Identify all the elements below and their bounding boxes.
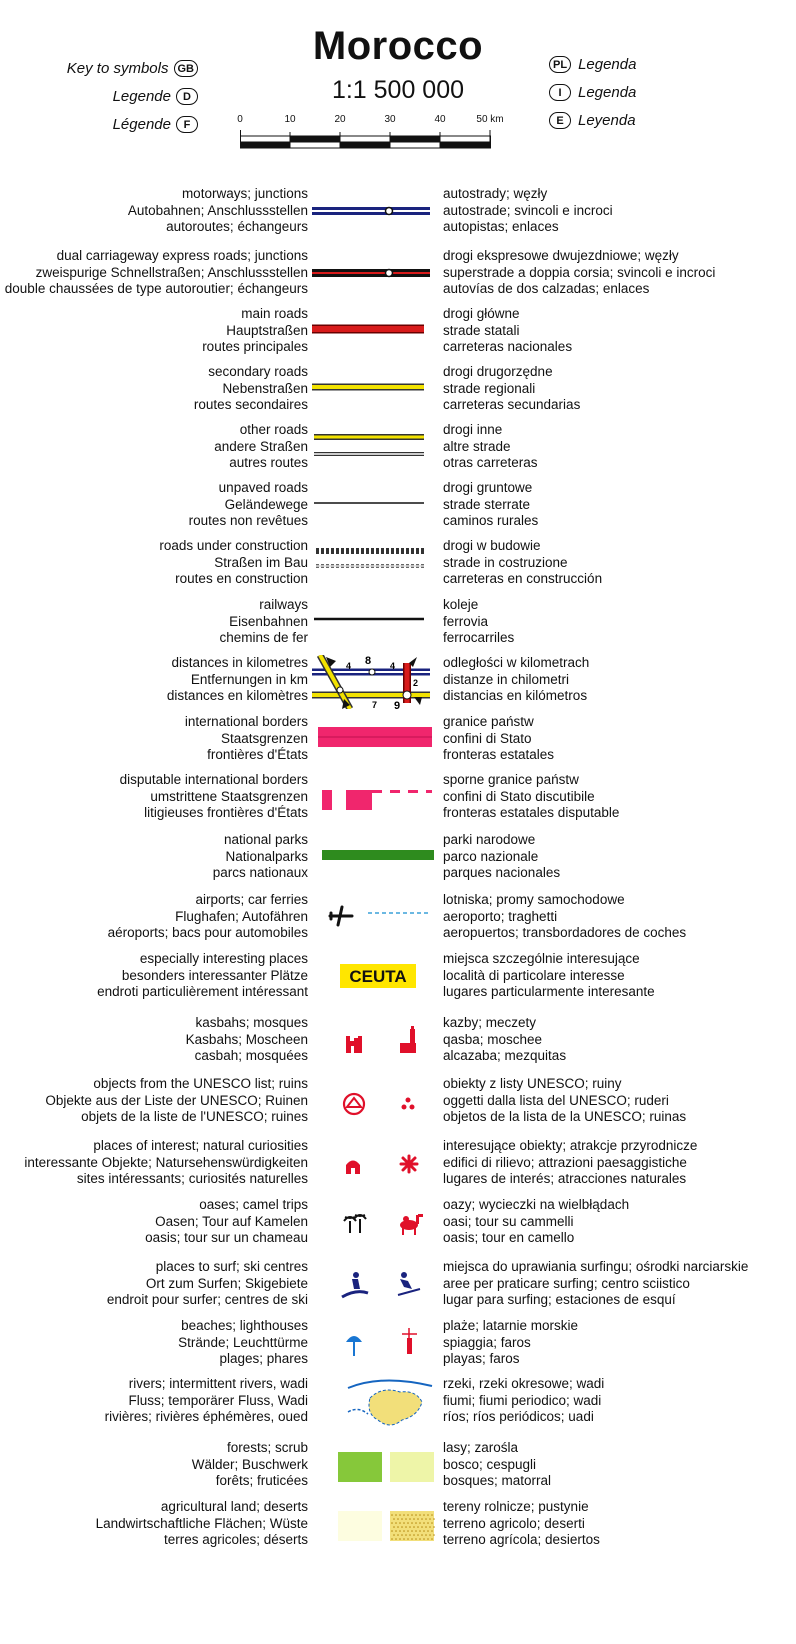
lake-shape bbox=[369, 1390, 422, 1425]
legend-text-left bbox=[202, 306, 308, 356]
legend-label: caminos rurales bbox=[443, 513, 539, 528]
key-i bbox=[549, 84, 636, 101]
legend-text-right bbox=[443, 186, 613, 236]
legend-label: distances en kilomètres bbox=[166, 688, 308, 703]
legend-label: plaże; latarnie morskie bbox=[443, 1318, 579, 1333]
scale-tick: 30 bbox=[384, 114, 396, 125]
legend-text-left bbox=[96, 1499, 308, 1549]
lang-badge-pl: PL bbox=[549, 56, 571, 73]
legend-text-left bbox=[120, 772, 308, 822]
legend-label: sites intéressants; curiosités naturelles bbox=[76, 1171, 308, 1186]
legend-label: Oasen; Tour auf Kamelen bbox=[155, 1213, 308, 1229]
legend-text-left bbox=[24, 1138, 308, 1188]
legend-text-left bbox=[97, 951, 308, 1001]
legend-label: other roads bbox=[239, 422, 308, 437]
legend-label: autoroutes; échangeurs bbox=[166, 219, 308, 234]
surf-icon bbox=[342, 1272, 368, 1297]
legend-label: international borders bbox=[184, 714, 308, 729]
legend-label: Entfernungen in km bbox=[190, 671, 308, 687]
legend-label: dual carriageway express roads; junctions bbox=[56, 248, 308, 263]
kasbah-icon bbox=[346, 1036, 362, 1053]
legend-label: parques nacionales bbox=[443, 865, 561, 880]
unesco-icon bbox=[344, 1094, 364, 1114]
legend-label: parcs nationaux bbox=[212, 865, 308, 880]
legend-text-right bbox=[443, 1499, 600, 1549]
ruins-icon bbox=[402, 1098, 415, 1110]
legend-symbol-other bbox=[312, 422, 440, 476]
legend-symbol-disputed bbox=[312, 772, 440, 826]
legend-label: drogi ekspresowe dwujezdniowe; węzły bbox=[443, 248, 679, 263]
legend-symbol-express bbox=[312, 248, 440, 302]
legend-label: endroit pour surfer; centres de ski bbox=[106, 1292, 308, 1307]
legend-text-right bbox=[443, 1440, 551, 1490]
legend-label: beaches; lighthouses bbox=[181, 1318, 308, 1333]
legend-label: Staatsgrenzen bbox=[220, 730, 308, 746]
legend-text-right bbox=[443, 655, 589, 705]
legend-label: interessante Objekte; Natursehenswürdigkeiten bbox=[24, 1154, 308, 1170]
legend-label: parco nazionale bbox=[443, 848, 539, 864]
legend-label: miejsca szczególnie interesujące bbox=[443, 951, 640, 966]
legend-text-left bbox=[107, 1259, 308, 1309]
legend-label: rivers; intermittent rivers, wadi bbox=[128, 1376, 308, 1391]
legend-label: terres agricoles; déserts bbox=[163, 1532, 308, 1547]
legend-label: Geländewege bbox=[224, 496, 308, 512]
ceuta-sample-label: CEUTA bbox=[349, 967, 407, 986]
legend-label: carreteras nacionales bbox=[443, 339, 573, 354]
legend-label: routes en construction bbox=[175, 571, 308, 586]
lang-badge-f: F bbox=[176, 116, 198, 133]
key-f bbox=[113, 116, 198, 133]
scale-bar-graphic bbox=[240, 128, 530, 158]
legend-label: oasis; tour en camello bbox=[443, 1230, 575, 1245]
legend-label: fiumi; fiumi periodico; wadi bbox=[443, 1392, 602, 1408]
legend-text-right bbox=[443, 951, 655, 1001]
legend-label: plages; phares bbox=[219, 1351, 308, 1366]
legend-label: lugares de interés; atracciones naturales bbox=[443, 1171, 687, 1186]
distance-label: 8 bbox=[365, 655, 372, 667]
scale-tick: 40 bbox=[434, 114, 446, 125]
scale-tick: 20 bbox=[334, 114, 346, 125]
key-pl bbox=[549, 56, 636, 73]
key-d-label: Legende bbox=[112, 88, 171, 105]
distance-label: 4 bbox=[346, 661, 352, 671]
legend-label: Eisenbahnen bbox=[229, 613, 308, 629]
legend-symbol-forest bbox=[312, 1440, 440, 1494]
legend-label: Autobahnen; Anschlussstellen bbox=[127, 202, 308, 218]
legend-label: tereny rolnicze; pustynie bbox=[443, 1499, 589, 1514]
mosque-icon bbox=[400, 1026, 416, 1053]
legend-label: routes principales bbox=[202, 339, 308, 354]
legend-symbol-interest bbox=[312, 1138, 440, 1192]
legend-label: ríos; ríos periódicos; uadi bbox=[443, 1409, 594, 1424]
legend-label: obiekty z listy UNESCO; ruiny bbox=[443, 1076, 622, 1091]
legend-label: places to surf; ski centres bbox=[155, 1259, 308, 1274]
legend-label: Objekte aus der Liste der UNESCO; Ruinen bbox=[45, 1092, 308, 1108]
legend-label: endroti particulièrement intéressant bbox=[97, 984, 308, 999]
legend-label: umstrittene Staatsgrenzen bbox=[150, 788, 308, 804]
legend-text-right bbox=[443, 892, 686, 942]
scale-tick: 50 km bbox=[476, 114, 504, 125]
forest-swatch bbox=[338, 1452, 382, 1482]
legend-label: routes secondaires bbox=[193, 397, 308, 412]
key-e bbox=[549, 112, 636, 129]
legend-label: autostrade; svincoli e incroci bbox=[443, 202, 613, 218]
legend-label: oases; camel trips bbox=[199, 1197, 308, 1212]
scale-tick: 10 bbox=[284, 114, 296, 125]
legend-label: agricultural land; deserts bbox=[160, 1499, 308, 1514]
key-f-label: Légende bbox=[112, 116, 171, 133]
key-i-label: Legenda bbox=[578, 84, 637, 101]
legend-label: zweispurige Schnellstraßen; Anschlussstellen bbox=[35, 264, 308, 280]
legend-label: autopistas; enlaces bbox=[443, 219, 559, 234]
legend-label: aéroports; bacs pour automobiles bbox=[107, 925, 308, 940]
legend-label: località di particolare interesse bbox=[443, 967, 625, 983]
legend-label: ferrovia bbox=[443, 613, 489, 629]
legend-label: drogi w budowie bbox=[443, 538, 541, 553]
legend-label: places of interest; natural curiosities bbox=[93, 1138, 308, 1153]
lang-badge-e: E bbox=[549, 112, 571, 129]
airplane-icon bbox=[330, 907, 352, 925]
legend-label: main roads bbox=[241, 306, 308, 321]
key-d bbox=[113, 88, 198, 105]
distance-label: 7 bbox=[372, 700, 378, 709]
legend-label: strade statali bbox=[443, 322, 520, 338]
legend-label: drogi inne bbox=[443, 422, 503, 437]
legend-label: parki narodowe bbox=[443, 832, 536, 847]
legend-symbol-distances bbox=[312, 655, 440, 709]
legend-label: frontières d'États bbox=[207, 747, 308, 762]
legend-text-right bbox=[443, 538, 602, 588]
place-of-interest-icon bbox=[346, 1161, 360, 1175]
legend-text-left bbox=[108, 892, 308, 942]
agricultural-swatch bbox=[338, 1511, 382, 1541]
legend-symbol-park bbox=[312, 832, 440, 886]
legend-text-left bbox=[219, 597, 308, 647]
legend-text-right bbox=[443, 1259, 748, 1309]
legend-label: autres routes bbox=[229, 455, 308, 470]
legend-label: sporne granice państw bbox=[443, 772, 579, 787]
legend-symbol-airport bbox=[312, 892, 440, 946]
legend-text-left bbox=[159, 538, 308, 588]
legend-label: besonders interessanter Plätze bbox=[121, 967, 308, 983]
legend-symbol-motorway bbox=[312, 186, 440, 240]
legend-label: litigieuses frontières d'États bbox=[144, 805, 308, 820]
legend-label: granice państw bbox=[443, 714, 534, 729]
legend-label: distances in kilometres bbox=[171, 655, 308, 670]
legend-label: oggetti dalla lista del UNESCO; ruderi bbox=[443, 1092, 669, 1108]
legend-label: alcazaba; mezquitas bbox=[443, 1048, 567, 1063]
legend-label: chemins de fer bbox=[219, 630, 308, 645]
legend-label: lotniska; promy samochodowe bbox=[443, 892, 625, 907]
legend-label: Ort zum Surfen; Skigebiete bbox=[145, 1275, 308, 1291]
legend-symbol-unesco bbox=[312, 1076, 440, 1130]
beach-umbrella-icon bbox=[346, 1336, 362, 1356]
legend-label: distanze in chilometri bbox=[443, 671, 570, 687]
legend-label: Kasbahs; Moscheen bbox=[185, 1031, 308, 1047]
legend-label: drogi drugorzędne bbox=[443, 364, 553, 379]
legend-label: Straßen im Bau bbox=[214, 554, 308, 570]
river-line bbox=[348, 1380, 432, 1388]
legend-text-left bbox=[185, 714, 308, 764]
distance-label: 9 bbox=[394, 700, 401, 709]
legend-label: edifici di rilievo; attrazioni paesaggistiche bbox=[443, 1154, 687, 1170]
legend-label: routes non revêtues bbox=[188, 513, 308, 528]
legend-text-left bbox=[194, 364, 308, 414]
legend-symbol-desert bbox=[312, 1499, 440, 1553]
legend-label: spiaggia; faros bbox=[443, 1334, 531, 1350]
legend-text-left bbox=[213, 832, 308, 882]
distance-label: 4 bbox=[390, 661, 396, 671]
legend-label: railways bbox=[259, 597, 308, 612]
legend-label: objetos de la lista de la UNESCO; ruinas bbox=[443, 1109, 687, 1124]
legend-label: motorways; junctions bbox=[181, 186, 308, 201]
legend-text-right bbox=[443, 1376, 604, 1426]
legend-text-left bbox=[178, 1318, 308, 1368]
legend-text-left bbox=[214, 422, 308, 472]
legend-label: unpaved roads bbox=[218, 480, 308, 495]
legend-text-left bbox=[128, 186, 308, 236]
legend-label: carreteras secundarias bbox=[443, 397, 581, 412]
legend-label: roads under construction bbox=[159, 538, 308, 553]
legend-label: disputable international borders bbox=[119, 772, 308, 787]
distance-label: 2 bbox=[413, 678, 419, 688]
legend-symbol-secondary bbox=[312, 364, 440, 418]
legend-text-right bbox=[443, 1076, 686, 1126]
legend-label: bosques; matorral bbox=[443, 1473, 552, 1488]
legend-label: autostrady; węzły bbox=[443, 186, 548, 201]
legend-text-left bbox=[167, 655, 308, 705]
legend-label: aeroporto; traghetti bbox=[443, 908, 558, 924]
legend-label: objects from the UNESCO list; ruins bbox=[93, 1076, 308, 1091]
lang-badge-d: D bbox=[176, 88, 198, 105]
page-title: Morocco bbox=[312, 24, 484, 68]
legend-symbol-oasis bbox=[312, 1197, 440, 1251]
legend-label: secondary roads bbox=[208, 364, 308, 379]
key-gb-label: Key to symbols bbox=[66, 60, 169, 77]
legend-label: Wälder; Buschwerk bbox=[191, 1456, 308, 1472]
key-pl-label: Legenda bbox=[578, 56, 637, 73]
legend-label: fronteras estatales bbox=[443, 747, 555, 762]
legend-symbol-main bbox=[312, 306, 440, 360]
wadi-line bbox=[348, 1409, 368, 1414]
legend-symbol-surf bbox=[312, 1259, 440, 1313]
legend-label: lasy; zarośla bbox=[443, 1440, 519, 1455]
legend-text-right bbox=[443, 772, 619, 822]
legend-label: confini di Stato bbox=[443, 730, 532, 746]
legend-label: odległości w kilometrach bbox=[443, 655, 590, 670]
legend-label: playas; faros bbox=[443, 1351, 520, 1366]
legend-text-left bbox=[186, 1015, 308, 1065]
legend-text-left bbox=[105, 1376, 308, 1426]
legend-label: bosco; cespugli bbox=[443, 1456, 537, 1472]
legend-label: otras carreteras bbox=[443, 455, 538, 470]
legend-text-right bbox=[443, 1318, 578, 1368]
legend-label: drogi gruntowe bbox=[443, 480, 533, 495]
legend-label: Hauptstraßen bbox=[226, 322, 308, 338]
key-gb bbox=[67, 60, 198, 77]
legend-label: national parks bbox=[223, 832, 308, 847]
legend-label: Fluss; temporärer Fluss, Wadi bbox=[128, 1392, 308, 1408]
legend-label: kazby; meczety bbox=[443, 1015, 537, 1030]
lang-badge-gb: GB bbox=[174, 60, 199, 77]
legend-label: ferrocarriles bbox=[443, 630, 515, 645]
legend-text-right bbox=[443, 597, 514, 647]
legend-label: objets de la liste de l'UNESCO; ruines bbox=[81, 1109, 308, 1124]
legend-label: superstrade a doppia corsia; svincoli e incroci bbox=[443, 264, 716, 280]
legend-text-right bbox=[443, 1015, 566, 1065]
legend-label: double chaussées de type autoroutier; échangeurs bbox=[4, 281, 308, 296]
legend-label: koleje bbox=[443, 597, 479, 612]
legend-label: kasbahs; mosques bbox=[195, 1015, 308, 1030]
legend-label: fronteras estatales disputable bbox=[443, 805, 620, 820]
key-e-label: Leyenda bbox=[578, 112, 636, 129]
legend-label: interesujące obiekty; atrakcje przyrodnicze bbox=[443, 1138, 698, 1153]
legend-text-left bbox=[192, 1440, 308, 1490]
scale-bar bbox=[237, 114, 530, 154]
legend-label: altre strade bbox=[443, 438, 511, 454]
legend-symbol-beach bbox=[312, 1318, 440, 1372]
legend-text-right bbox=[443, 714, 554, 764]
legend-label: rzeki, rzeki okresowe; wadi bbox=[443, 1376, 605, 1391]
legend-label: oazy; wycieczki na wielbłądach bbox=[443, 1197, 630, 1212]
legend-label: forêts; fruticées bbox=[215, 1473, 308, 1488]
legend-label: lugar para surfing; estaciones de esquí bbox=[443, 1292, 676, 1307]
oasis-icon bbox=[344, 1215, 366, 1233]
legend-label: airports; car ferries bbox=[195, 892, 308, 907]
legend-label: miejsca do uprawiania surfingu; ośrodki narciarskie bbox=[443, 1259, 749, 1274]
lang-badge-i: I bbox=[549, 84, 571, 101]
legend-label: drogi główne bbox=[443, 306, 520, 321]
legend-label: confini di Stato discutibile bbox=[443, 788, 595, 804]
legend-text-left bbox=[189, 480, 308, 530]
legend-text-left bbox=[45, 1076, 308, 1126]
legend-text-right bbox=[443, 480, 538, 530]
legend-label: Flughafen; Autofähren bbox=[175, 908, 308, 924]
legend-text-left bbox=[5, 248, 308, 298]
natural-curiosity-icon bbox=[401, 1156, 417, 1172]
legend-text-right bbox=[443, 832, 560, 882]
camel-icon bbox=[400, 1214, 423, 1235]
legend-text-right bbox=[443, 1138, 697, 1188]
legend-symbol-railway bbox=[312, 597, 440, 651]
legend-symbol-construction bbox=[312, 538, 440, 592]
legend-label: Nebenstraßen bbox=[222, 380, 308, 396]
legend-symbol-kasbah bbox=[312, 1015, 440, 1069]
legend-label: Landwirtschaftliche Flächen; Wüste bbox=[95, 1515, 308, 1531]
legend-symbol-ceuta bbox=[312, 951, 440, 1005]
legend-label: forests; scrub bbox=[226, 1440, 308, 1455]
legend-text-right bbox=[443, 1197, 629, 1247]
legend-symbol-border bbox=[312, 714, 440, 768]
legend-label: autovías de dos calzadas; enlaces bbox=[443, 281, 650, 296]
legend-text-right bbox=[443, 422, 538, 472]
legend-label: qasba; moschee bbox=[443, 1031, 543, 1047]
legend-text-right bbox=[443, 364, 580, 414]
legend-symbol-river bbox=[312, 1376, 440, 1430]
legend-label: Nationalparks bbox=[225, 848, 308, 864]
scale-tick: 0 bbox=[237, 114, 243, 125]
legend-label: aree per praticare surfing; centro sciistico bbox=[443, 1275, 690, 1291]
lighthouse-icon bbox=[402, 1328, 417, 1354]
legend-label: carreteras en construcción bbox=[443, 571, 603, 586]
scrub-swatch bbox=[390, 1452, 434, 1482]
legend-label: Strände; Leuchttürme bbox=[178, 1334, 308, 1350]
legend-text-left bbox=[145, 1197, 308, 1247]
legend-label: aeropuertos; transbordadores de coches bbox=[443, 925, 687, 940]
legend-label: terreno agrícola; desiertos bbox=[443, 1532, 600, 1547]
legend-text-right bbox=[443, 248, 715, 298]
legend-label: andere Straßen bbox=[214, 438, 308, 454]
legend-symbol-unpaved bbox=[312, 480, 440, 534]
legend-label: casbah; mosquées bbox=[194, 1048, 308, 1063]
legend-label: oasis; tour sur un chameau bbox=[145, 1230, 308, 1245]
legend-label: strade in costruzione bbox=[443, 554, 568, 570]
ski-icon bbox=[398, 1272, 420, 1295]
legend-label: rivières; rivières éphémères, oued bbox=[104, 1409, 308, 1424]
legend-label: oasi; tour su cammelli bbox=[443, 1213, 574, 1229]
map-scale: 1:1 500 000 bbox=[331, 76, 465, 104]
legend-text-right bbox=[443, 306, 572, 356]
legend-label: lugares particularmente interesante bbox=[443, 984, 655, 999]
legend-label: especially interesting places bbox=[139, 951, 308, 966]
legend-label: strade sterrate bbox=[443, 496, 531, 512]
legend-label: terreno agricolo; deserti bbox=[443, 1515, 585, 1531]
legend-label: distancias en kilómetros bbox=[443, 688, 588, 703]
legend-label: strade regionali bbox=[443, 380, 536, 396]
